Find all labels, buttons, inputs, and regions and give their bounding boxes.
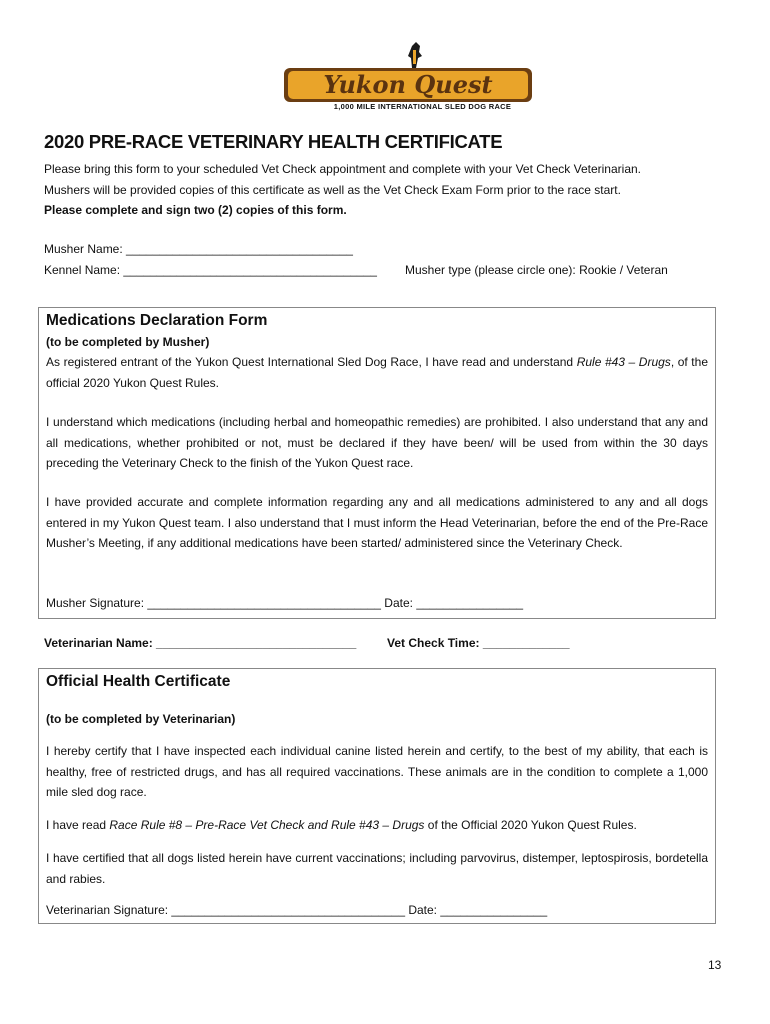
health-certificate-paragraph-1: I hereby certify that I have inspected each individual canine listed herein and certify, to the best of my ability, that each is healthy, free of restricted drugs, and has all required vaccinations. These animals are in the condition to complete a 1,000 mile sled dog race. xyxy=(46,744,708,799)
medications-heading: Medications Declaration Form xyxy=(46,312,268,329)
intro-line-2: Mushers will be provided copies of this certificate as well as the Vet Check Exam Form prior to the race start. xyxy=(44,183,621,197)
official-health-certificate-section xyxy=(38,668,716,924)
health-certificate-heading: Official Health Certificate xyxy=(46,673,231,690)
svg-text:Yukon Quest: Yukon Quest xyxy=(323,70,493,99)
health-certificate-subheading: (to be completed by Veterinarian) xyxy=(46,712,236,726)
medications-paragraph-3: I have provided accurate and complete information regarding any and all medications administered to any and all dogs entered in my Yukon Quest team. I also understand that I must inform the Head Veterinarian, before the end of the Pre-Race Musher’s Meeting, if any additional medications have been started/ administered since the Veterinary Check. xyxy=(46,495,708,550)
health-certificate-paragraph-3: I have certified that all dogs listed herein have current vaccinations; including parvovirus, distemper, leptospirosis, bordetella and rabies. xyxy=(46,851,708,886)
musher-name-field[interactable]: Musher Name: __________________________________ xyxy=(44,242,353,256)
logo-tagline: 1,000 MILE INTERNATIONAL SLED DOG RACE xyxy=(333,102,512,111)
page-number: 13 xyxy=(708,958,722,972)
dog-emblem-icon xyxy=(408,42,422,68)
medications-declaration-section xyxy=(38,307,716,619)
veterinarian-signature-field[interactable]: Veterinarian Signature: ___________________________________ Date: ________________ xyxy=(46,903,548,917)
veterinarian-name-field[interactable]: Veterinarian Name: ______________________________ xyxy=(44,636,357,650)
health-certificate-paragraph-2: I have read Race Rule #8 – Pre-Race Vet Check and Rule #43 – Drugs of the Official 2020 Yukon Quest Rules. xyxy=(46,818,637,832)
musher-signature-field[interactable]: Musher Signature: ___________________________________ Date: ________________ xyxy=(46,596,524,610)
medications-subheading: (to be completed by Musher) xyxy=(46,335,210,349)
medications-paragraph-1: As registered entrant of the Yukon Quest International Sled Dog Race, I have read and understand Rule #43 – Drugs, of the official 2020 Yukon Quest Rules. xyxy=(46,355,708,390)
medications-paragraph-2: I understand which medications (including herbal and homeopathic remedies) are prohibited. I also understand that any and all medications, whether prohibited or not, must be declared if they have been/ will be used from within the 30 days preceding the Veterinary Check to the finish of the Yukon Quest race. xyxy=(46,415,708,470)
intro-instruction: Please complete and sign two (2) copies of this form. xyxy=(44,203,347,217)
musher-type-field[interactable]: Musher type (please circle one): Rookie / Veteran xyxy=(405,263,668,277)
vet-check-time-field[interactable]: Vet Check Time: _____________ xyxy=(387,636,570,650)
page-title: 2020 PRE-RACE VETERINARY HEALTH CERTIFICATE xyxy=(44,131,503,152)
intro-line-1: Please bring this form to your scheduled Vet Check appointment and complete with your Vet Check Veterinarian. xyxy=(44,162,641,176)
kennel-name-field[interactable]: Kennel Name: ______________________________________ xyxy=(44,263,377,277)
